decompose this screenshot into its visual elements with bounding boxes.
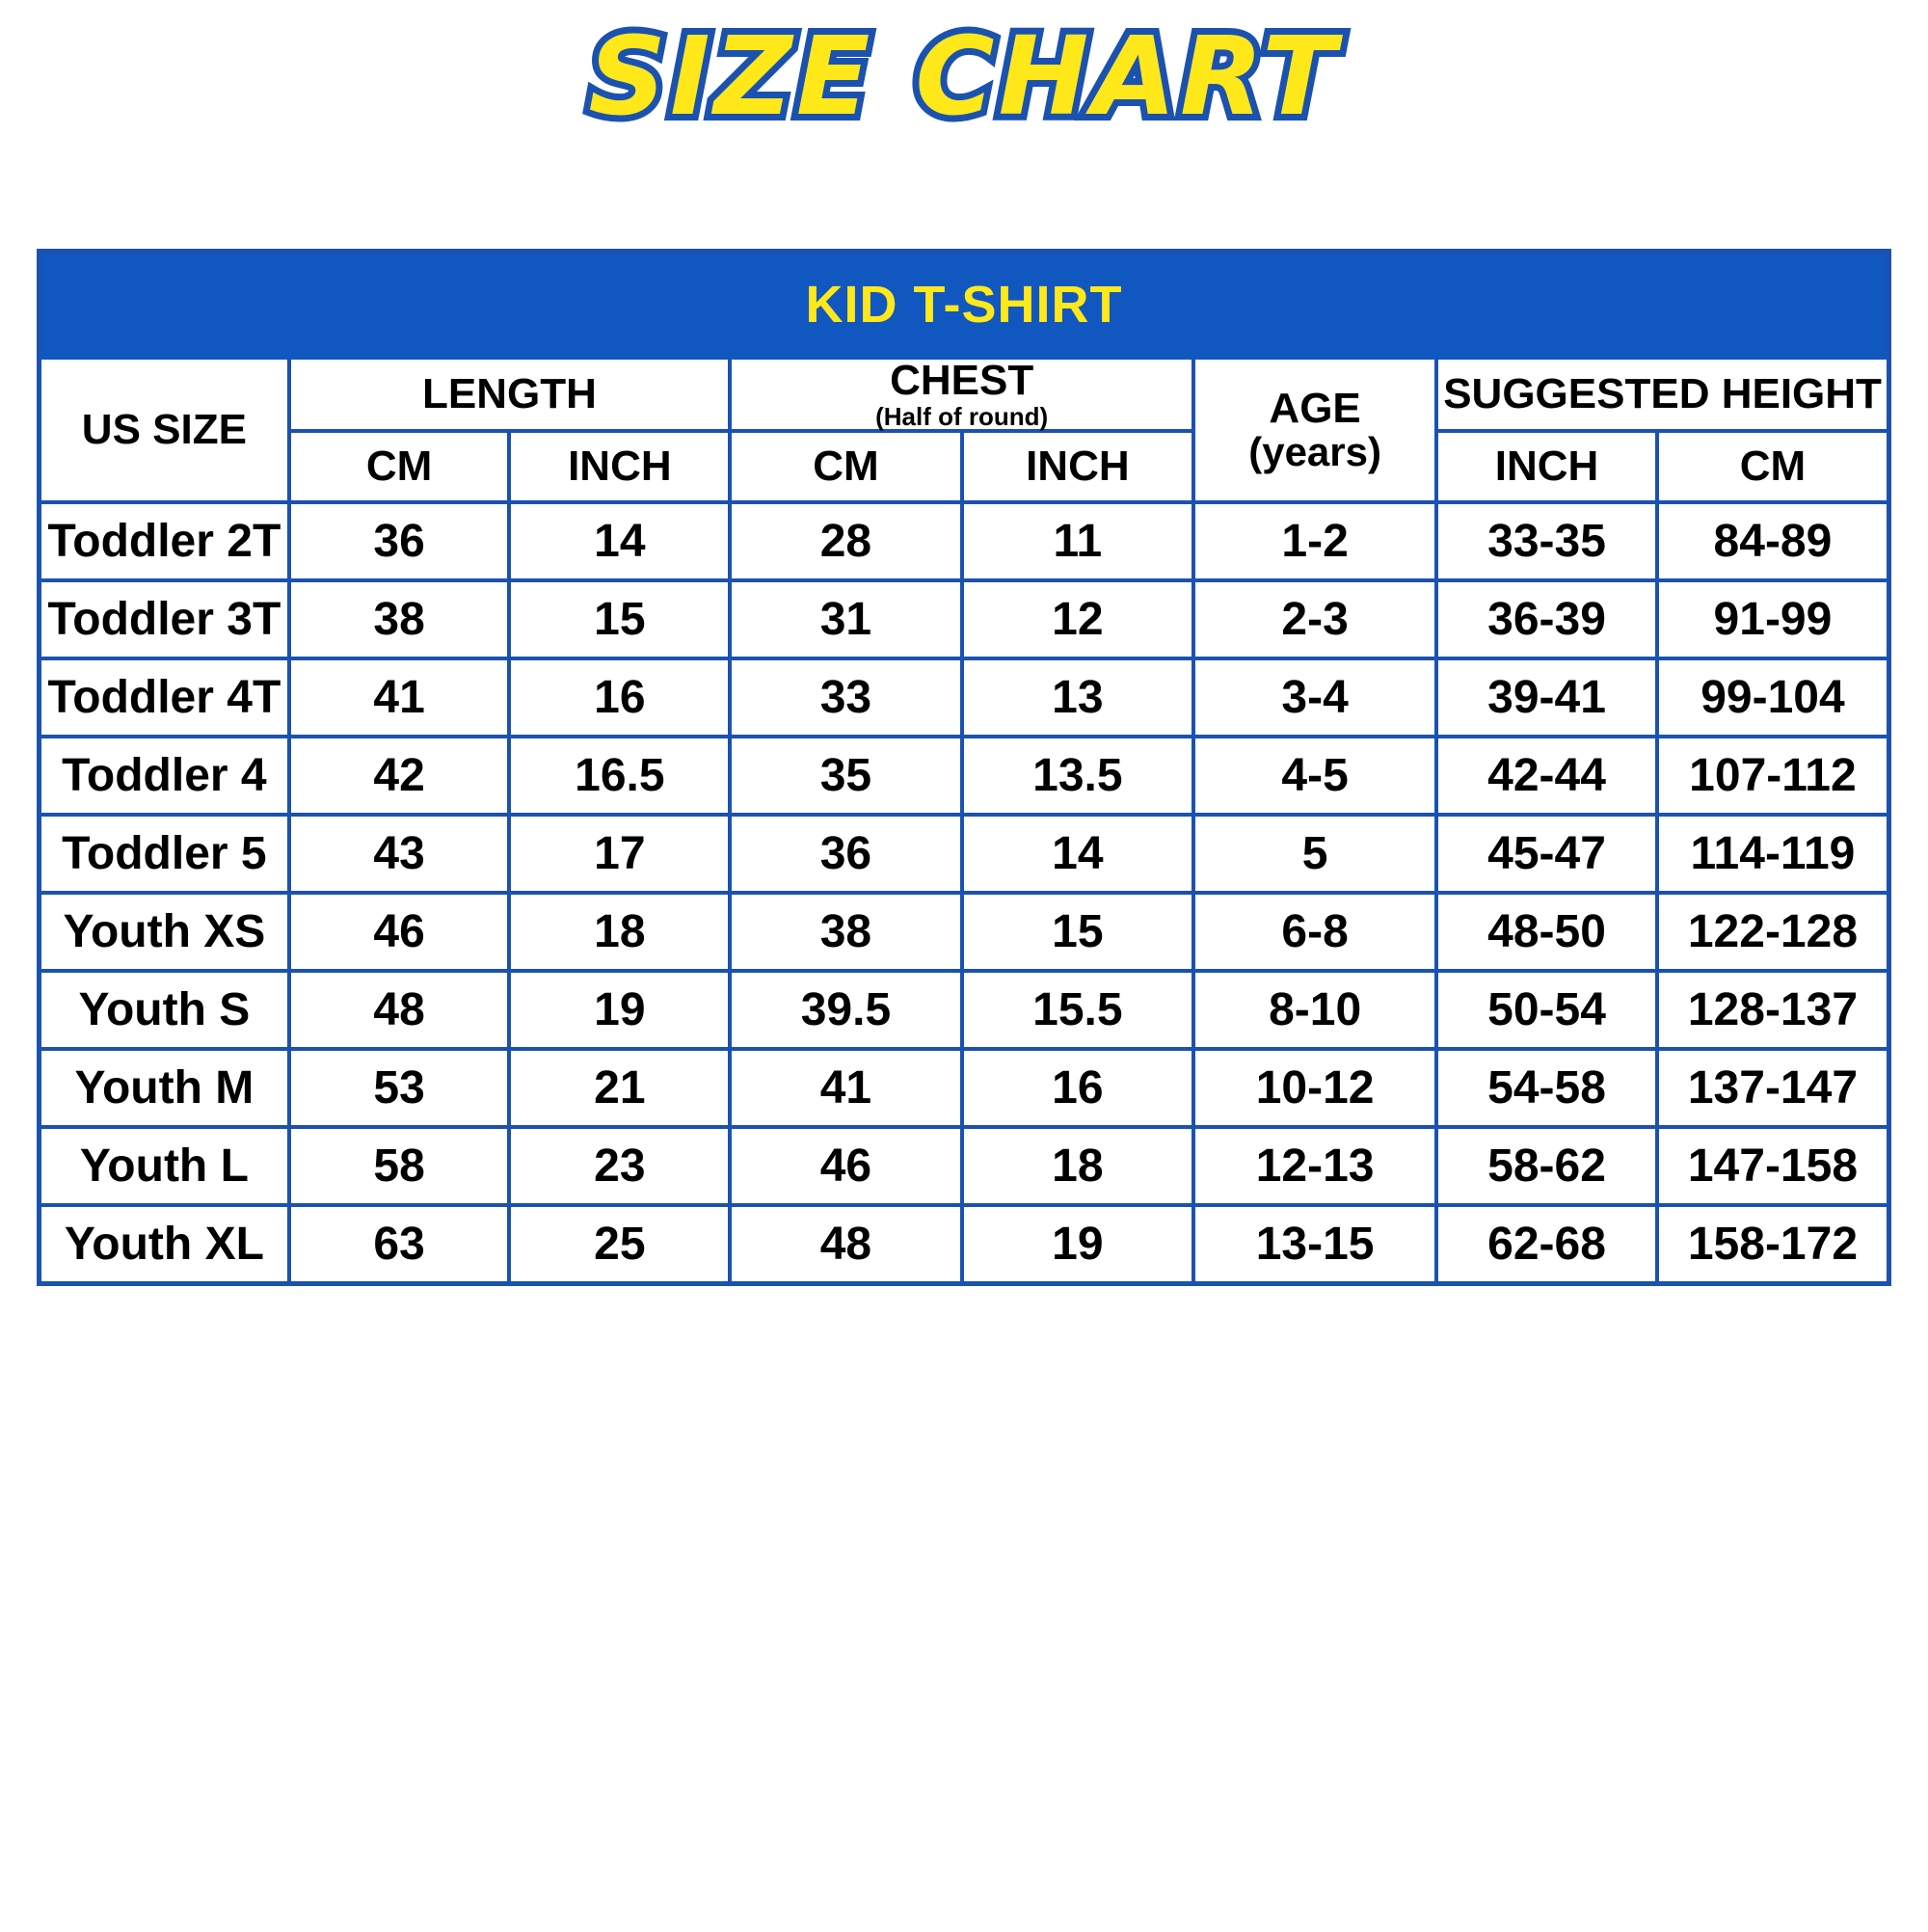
table-row [41, 502, 1887, 580]
table-row [41, 893, 1887, 971]
size-chart-table [41, 357, 1887, 1281]
cell-length-inch: 19 [509, 971, 730, 1049]
header-group-length-label: LENGTH [422, 370, 597, 417]
cell-chest-inch: 13 [962, 658, 1193, 737]
table-banner: KID T-SHIRT [41, 254, 1887, 360]
header-chest-cm: CM [730, 431, 961, 502]
cell-length-cm: 58 [289, 1127, 510, 1205]
cell-length-inch: 14 [509, 502, 730, 580]
cell-chest-inch: 12 [962, 580, 1193, 658]
cell-length-cm: 46 [289, 893, 510, 971]
cell-length-inch: 21 [509, 1049, 730, 1127]
cell-chest-inch: 19 [962, 1205, 1193, 1281]
cell-length-cm: 41 [289, 658, 510, 737]
header-group-suggested-height-label: SUGGESTED HEIGHT [1443, 370, 1882, 417]
cell-chest-cm: 38 [730, 893, 961, 971]
header-group-suggested-height [1436, 360, 1887, 431]
cell-chest-inch: 13.5 [962, 737, 1193, 815]
cell-size: Youth XL [41, 1205, 289, 1281]
table-row [41, 737, 1887, 815]
header-age-label: AGE [1269, 384, 1361, 432]
cell-size: Youth L [41, 1127, 289, 1205]
cell-height-inch: 50-54 [1436, 971, 1657, 1049]
cell-size: Toddler 3T [41, 580, 289, 658]
cell-age: 6-8 [1193, 893, 1436, 971]
cell-size: Youth XS [41, 893, 289, 971]
cell-chest-inch: 15.5 [962, 971, 1193, 1049]
cell-height-cm: 158-172 [1657, 1205, 1887, 1281]
cell-height-inch: 36-39 [1436, 580, 1657, 658]
cell-length-cm: 53 [289, 1049, 510, 1127]
cell-age: 13-15 [1193, 1205, 1436, 1281]
cell-length-cm: 48 [289, 971, 510, 1049]
header-length-inch: INCH [509, 431, 730, 502]
cell-length-inch: 23 [509, 1127, 730, 1205]
table-head [41, 357, 1887, 502]
header-age [1193, 360, 1436, 502]
cell-length-inch: 18 [509, 893, 730, 971]
table-row [41, 1205, 1887, 1281]
cell-chest-cm: 31 [730, 580, 961, 658]
cell-length-cm: 36 [289, 502, 510, 580]
header-group-chest [730, 357, 1193, 431]
cell-size: Toddler 5 [41, 815, 289, 893]
cell-height-cm: 114-119 [1657, 815, 1887, 893]
cell-age: 4-5 [1193, 737, 1436, 815]
header-length-cm: CM [289, 431, 510, 502]
cell-height-cm: 99-104 [1657, 658, 1887, 737]
cell-chest-inch: 15 [962, 893, 1193, 971]
cell-age: 1-2 [1193, 502, 1436, 580]
cell-height-inch: 48-50 [1436, 893, 1657, 971]
cell-height-inch: 62-68 [1436, 1205, 1657, 1281]
cell-size: Toddler 2T [41, 502, 289, 580]
header-age-sublabel: (years) [1248, 429, 1381, 475]
cell-size: Toddler 4T [41, 658, 289, 737]
header-group-chest-label: CHEST [890, 357, 1034, 404]
title-area [0, 0, 1928, 145]
cell-chest-inch: 11 [962, 502, 1193, 580]
header-row-units [41, 431, 1887, 502]
table-body [41, 502, 1887, 1281]
cell-length-inch: 16.5 [509, 737, 730, 815]
table-row [41, 1127, 1887, 1205]
cell-chest-inch: 14 [962, 815, 1193, 893]
cell-length-cm: 38 [289, 580, 510, 658]
table-row [41, 1049, 1887, 1127]
table-row [41, 580, 1887, 658]
table-row [41, 815, 1887, 893]
header-chest-inch: INCH [962, 431, 1193, 502]
cell-height-cm: 137-147 [1657, 1049, 1887, 1127]
cell-height-inch: 39-41 [1436, 658, 1657, 737]
cell-length-cm: 43 [289, 815, 510, 893]
cell-chest-cm: 41 [730, 1049, 961, 1127]
header-height-cm: CM [1657, 431, 1887, 502]
cell-chest-cm: 35 [730, 737, 961, 815]
cell-height-cm: 147-158 [1657, 1127, 1887, 1205]
cell-height-inch: 42-44 [1436, 737, 1657, 815]
cell-height-cm: 122-128 [1657, 893, 1887, 971]
cell-length-inch: 25 [509, 1205, 730, 1281]
cell-chest-cm: 33 [730, 658, 961, 737]
cell-age: 2-3 [1193, 580, 1436, 658]
cell-height-inch: 58-62 [1436, 1127, 1657, 1205]
table-row [41, 971, 1887, 1049]
cell-chest-cm: 39.5 [730, 971, 961, 1049]
header-height-inch: INCH [1436, 431, 1657, 502]
header-group-chest-sublabel: (Half of round) [875, 402, 1049, 431]
cell-age: 10-12 [1193, 1049, 1436, 1127]
cell-age: 12-13 [1193, 1127, 1436, 1205]
cell-length-inch: 16 [509, 658, 730, 737]
cell-height-inch: 33-35 [1436, 502, 1657, 580]
cell-length-inch: 15 [509, 580, 730, 658]
cell-height-inch: 45-47 [1436, 815, 1657, 893]
header-group-length [289, 360, 730, 431]
cell-chest-cm: 48 [730, 1205, 961, 1281]
cell-height-cm: 84-89 [1657, 502, 1887, 580]
cell-chest-inch: 18 [962, 1127, 1193, 1205]
cell-age: 5 [1193, 815, 1436, 893]
cell-length-inch: 17 [509, 815, 730, 893]
cell-size: Toddler 4 [41, 737, 289, 815]
cell-age: 3-4 [1193, 658, 1436, 737]
header-row-groups [41, 360, 1887, 431]
table-row [41, 658, 1887, 737]
cell-length-cm: 42 [289, 737, 510, 815]
page-title: SIZE CHART [588, 14, 1340, 140]
cell-height-inch: 54-58 [1436, 1049, 1657, 1127]
cell-age: 8-10 [1193, 971, 1436, 1049]
cell-height-cm: 107-112 [1657, 737, 1887, 815]
cell-chest-cm: 46 [730, 1127, 961, 1205]
cell-chest-inch: 16 [962, 1049, 1193, 1127]
cell-height-cm: 128-137 [1657, 971, 1887, 1049]
cell-size: Youth S [41, 971, 289, 1049]
size-chart-table-container [37, 249, 1891, 1286]
cell-chest-cm: 28 [730, 502, 961, 580]
cell-size: Youth M [41, 1049, 289, 1127]
cell-chest-cm: 36 [730, 815, 961, 893]
header-us-size: US SIZE [41, 360, 289, 502]
cell-height-cm: 91-99 [1657, 580, 1887, 658]
cell-length-cm: 63 [289, 1205, 510, 1281]
